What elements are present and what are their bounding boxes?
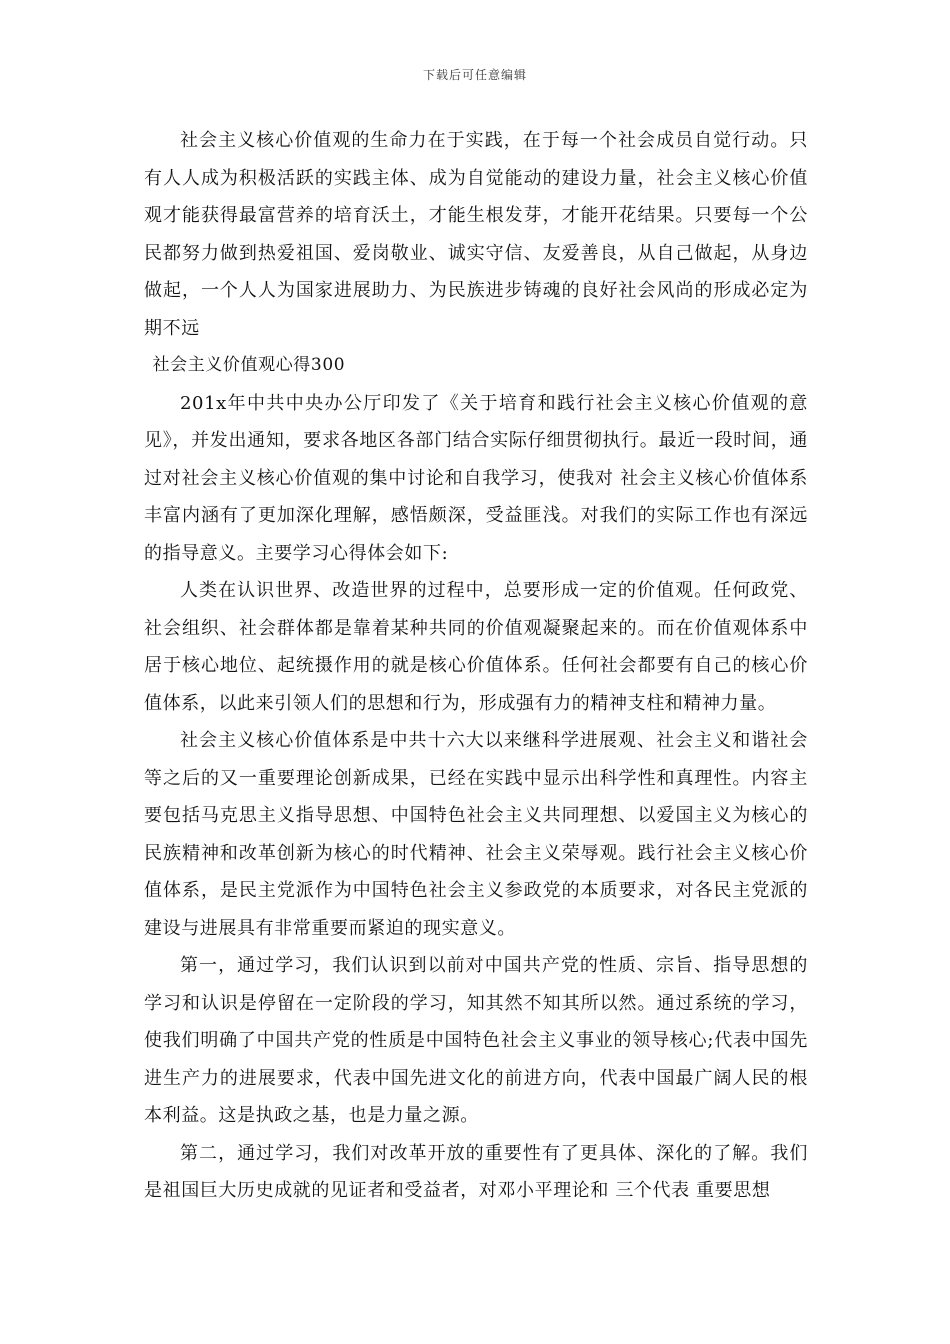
paragraph-intro: 社会主义核心价值观的生命力在于实践，在于每一个社会成员自觉行动。只有人人成为积极活跃的实践主体、成为自觉能动的建设力量，社会主义核心价值观才能获得最富营养的培育沃土，才能生根发芽，才能开花结果。只要每一个公民都努力做到热爱祖国、爱岗敬业、诚实守信、友爱善良，从自己做起，从身边做起，一个人人为国家进展助力、为民族进步铸魂的良好社会风尚的形成必定为期不远 bbox=[144, 130, 808, 339]
header-note: 下载后可任意编辑 bbox=[422, 68, 527, 82]
section-heading: 社会主义价值观心得300 bbox=[152, 355, 346, 375]
paragraph-core-system: 社会主义核心价值体系是中共十六大以来继科学进展观、社会主义和谐社会等之后的又一重要理论创新成果，已经在实践中显示出科学性和真理性。内容主要包括马克思主义指导思想、中国特色社会主义共同理想、以爱国主义为核心的民族精神和改革创新为核心的时代精神、社会主义荣辱观。践行社会主义核心价值体系，是民主党派作为中国特色社会主义参政党的本质要求，对各民主党派的建设与进展具有非常重要而紧迫的现实意义。 bbox=[144, 730, 808, 939]
paragraph-second: 第二，通过学习，我们对改革开放的重要性有了更具体、深化的了解。我们是祖国巨大历史成就的见证者和受益者，对邓小平理论和 三个代表 重要思想 bbox=[144, 1142, 808, 1201]
document-body bbox=[144, 122, 808, 1210]
paragraph-first: 第一，通过学习，我们认识到以前对中国共产党的性质、宗旨、指导思想的学习和认识是停留在一定阶段的学习，知其然不知其所以然。通过系统的学习，使我们明确了中国共产党的性质是中国特色社会主义事业的领导核心;代表中国先进生产力的进展要求，代表中国先进文化的前进方向，代表中国最广阔人民的根本利益。这是执政之基，也是力量之源。 bbox=[144, 955, 808, 1126]
paragraph-values: 人类在认识世界、改造世界的过程中，总要形成一定的价值观。任何政党、社会组织、社会群体都是靠着某种共同的价值观凝聚起来的。而在价值观体系中居于核心地位、起统摄作用的就是核心价值体系。任何社会都要有自己的核心价值体系，以此来引领人们的思想和行为，形成强有力的精神支柱和精神力量。 bbox=[144, 580, 808, 714]
paragraph-opinion: 201x年中共中央办公厅印发了《关于培育和践行社会主义核心价值观的意见》，并发出通知，要求各地区各部门结合实际仔细贯彻执行。最近一段时间，通过对社会主义核心价值观的集中讨论和自我学习，使我对 社会主义核心价值体系 丰富内涵有了更加深化理解，感悟颇深，受益匪浅。对我们的实际工作也有深远的指导意义。主要学习心得体会如下: bbox=[144, 392, 808, 564]
